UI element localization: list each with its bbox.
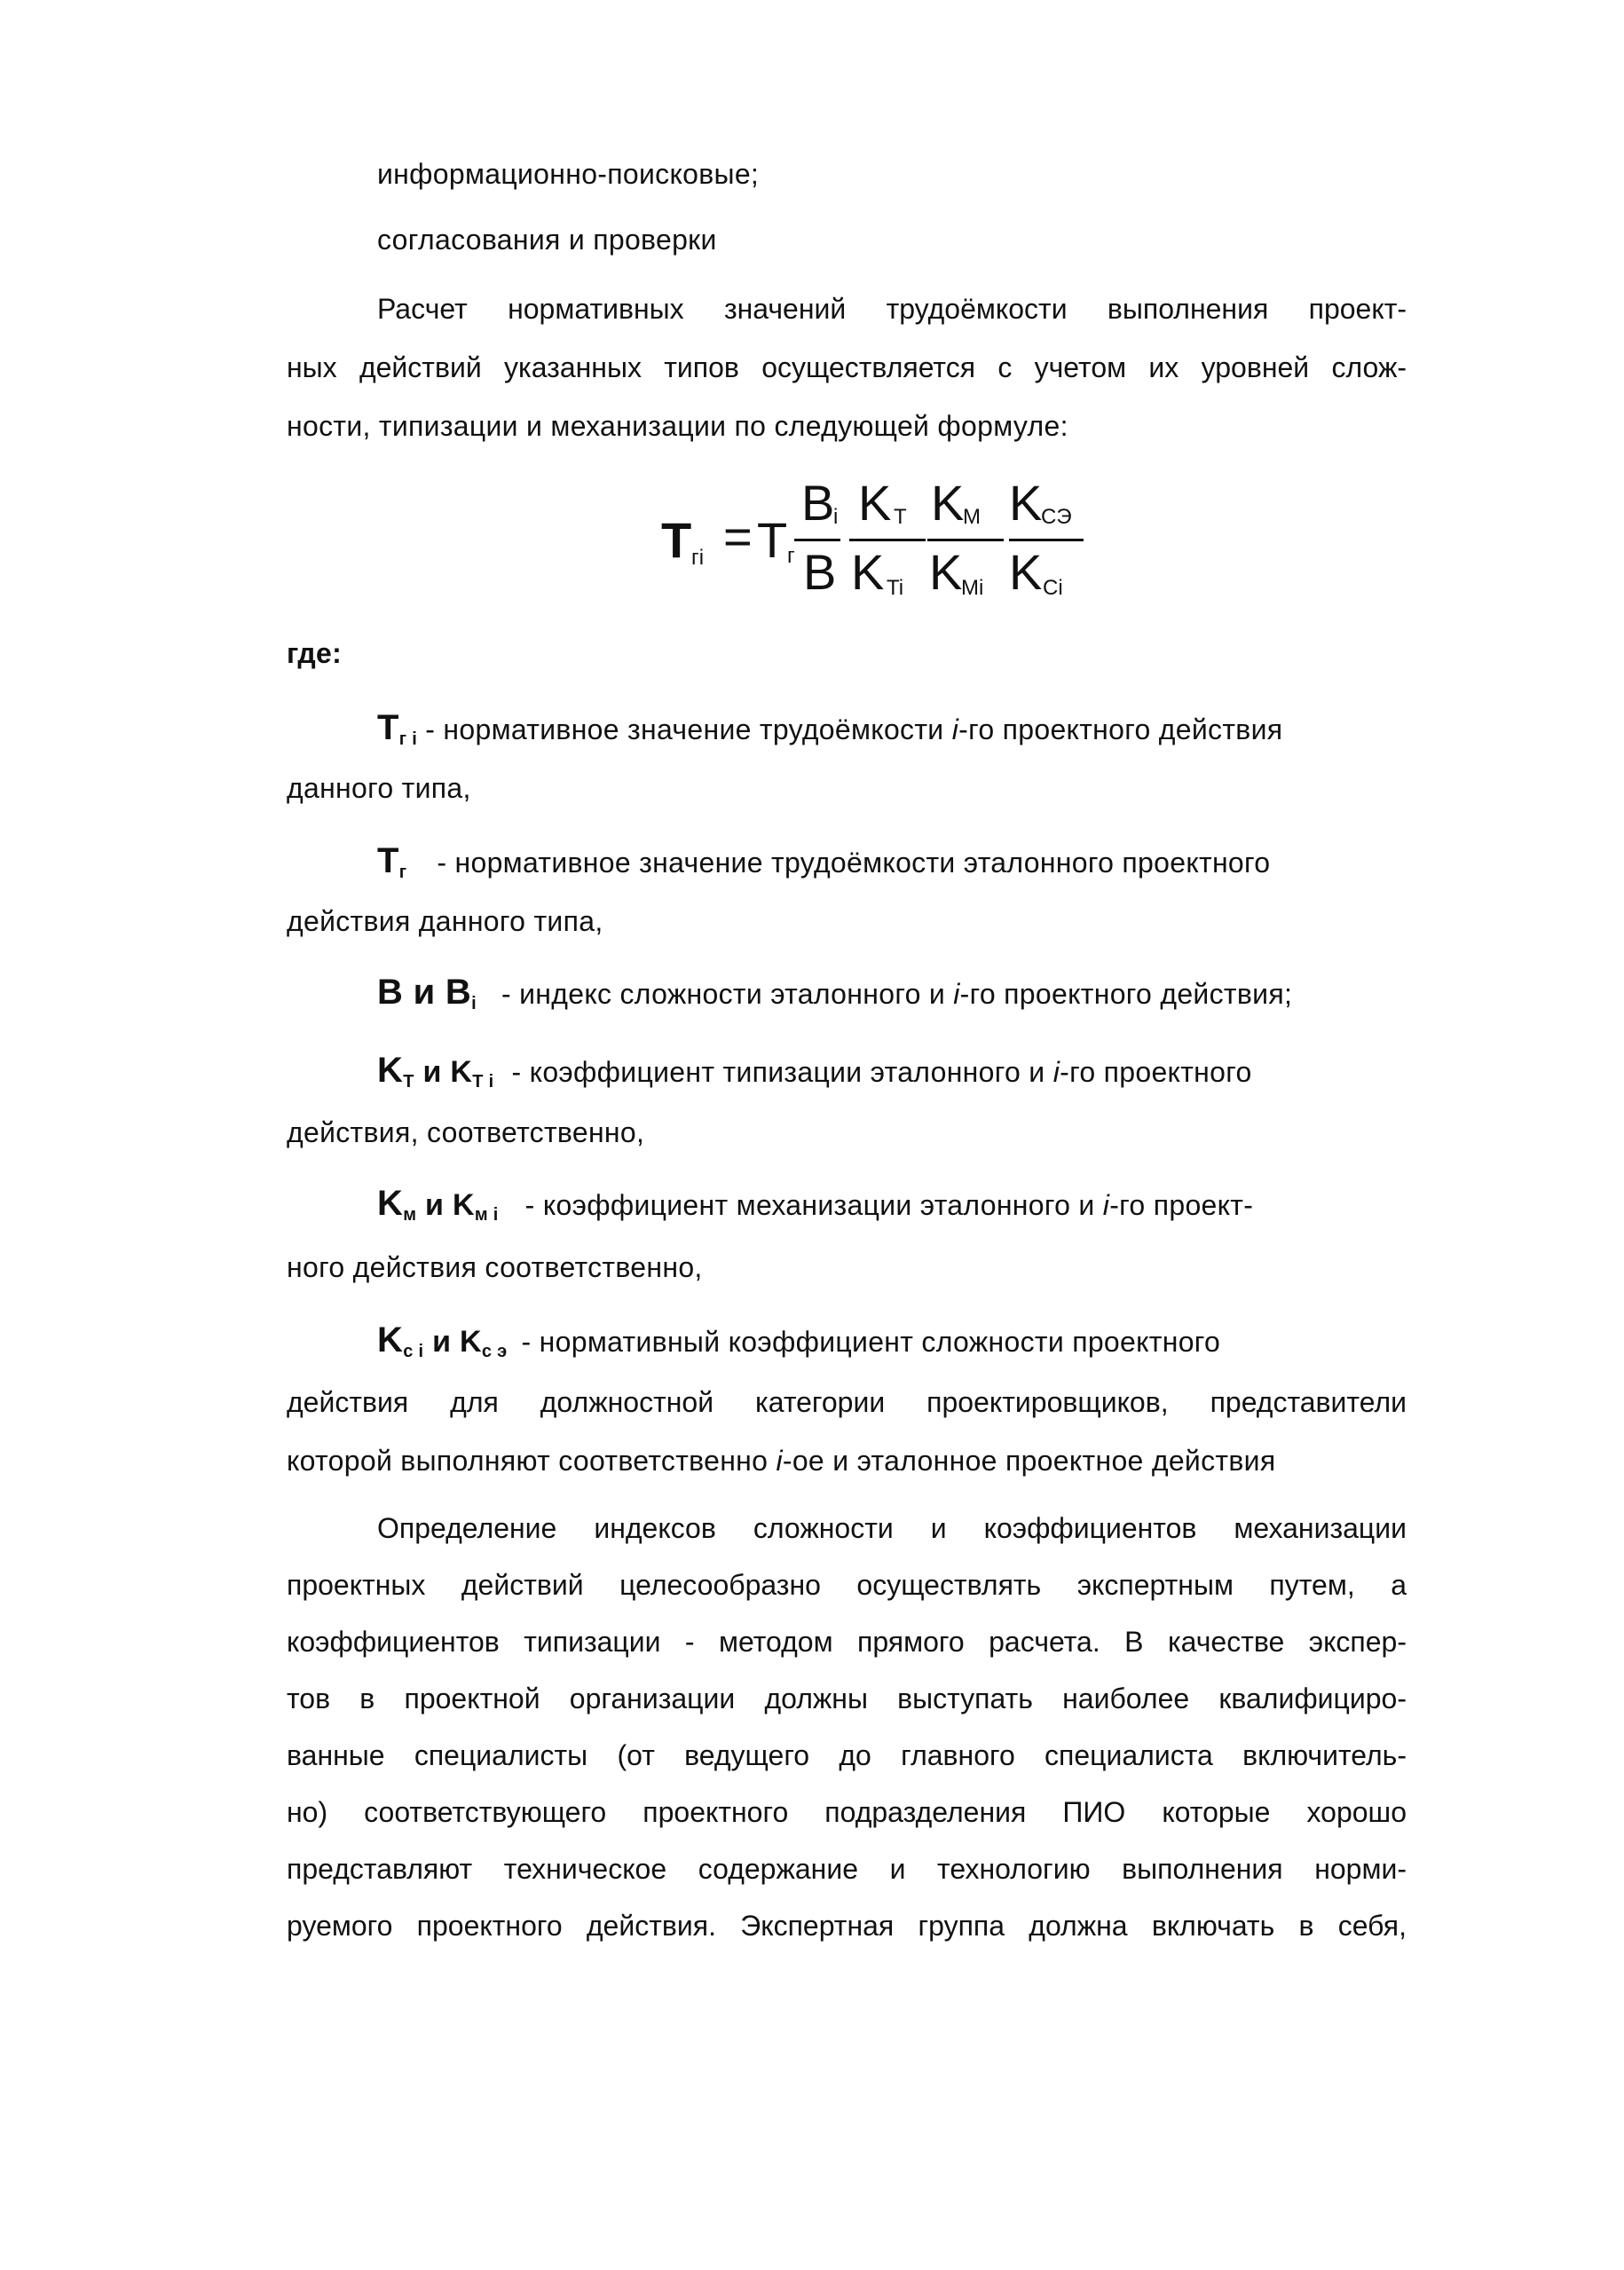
def-5-symbol-2-sub: м i: [474, 1205, 499, 1225]
def-4-text-a: - коэффициент типизации эталонного и: [511, 1056, 1053, 1088]
def-4-symbol-2-sub: T i: [472, 1072, 494, 1092]
def-6-symbol-2: и K: [423, 1325, 482, 1359]
fraction-2-numerator-sub: T: [894, 505, 907, 529]
paragraph-2-line-6: но) соответствующего проектного подразделения ПИО которые хорошо: [287, 1796, 1407, 1828]
definition-4-line-1: [377, 1052, 1252, 1100]
formula-equals: =: [723, 508, 753, 564]
paragraph-2-line-1: Определение индексов сложности и коэффициентов механизации: [377, 1512, 1407, 1544]
fraction-4-denominator: K: [1009, 544, 1043, 600]
def-1-text-b: -го проектного действия: [958, 713, 1283, 745]
definition-2-line-2: действия данного типа,: [287, 905, 603, 937]
def-2-symbol: T: [377, 841, 399, 880]
fraction-2-numerator: K: [858, 475, 892, 531]
def-6-symbol-1: K: [377, 1320, 404, 1360]
def-1-text-a: - нормативное значение трудоёмкости: [417, 713, 952, 745]
definition-2-line-1: [377, 843, 1270, 890]
def-2-symbol-sub: г: [398, 863, 407, 882]
fraction-2-denominator-sub: Ti: [887, 576, 904, 600]
def-6-symbol-1-sub: c i: [403, 1342, 424, 1361]
def-4-symbol-2: и K: [414, 1055, 473, 1089]
fraction-1-bar: [794, 539, 840, 541]
def-5-italic: i: [1102, 1189, 1110, 1221]
text-line-1: информационно-поисковые;: [377, 158, 760, 190]
def-6-text-a: - нормативный коэффициент сложности проектного: [521, 1326, 1221, 1358]
paragraph-2-line-3: коэффициентов типизации - методом прямого расчета. В качестве экспер-: [287, 1626, 1407, 1658]
def-3-symbol: B и B: [377, 973, 472, 1012]
formula: [661, 466, 1105, 626]
def-6-text-d1: которой выполняют соответственно: [287, 1445, 777, 1477]
fraction-4-numerator-sub: CЭ: [1041, 505, 1072, 529]
formula-t: T: [757, 512, 788, 568]
fraction-1-numerator: B: [801, 475, 835, 531]
fraction-4-bar: [1009, 539, 1084, 541]
paragraph-2-line-8: руемого проектного действия. Экспертная группа должна включать в себя,: [287, 1910, 1407, 1942]
paragraph-1-line-2: ных действий указанных типов осуществляется с учетом их уровней слож-: [287, 351, 1407, 383]
formula-t-sub: г: [787, 544, 795, 568]
definition-1-line-1: [377, 710, 1282, 757]
definition-6-line-1: [377, 1322, 1220, 1369]
def-1-symbol: T: [377, 708, 399, 747]
def-2-text-a: - нормативное значение трудоёмкости эталонного проектного: [437, 847, 1271, 879]
def-1-italic: i: [951, 713, 959, 745]
def-3-text-a: - индекс сложности эталонного и: [501, 978, 954, 1010]
definition-1-line-2: данного типа,: [287, 772, 471, 804]
paragraph-1-line-1: Расчет нормативных значений трудоёмкости выполнения проект-: [377, 293, 1407, 325]
definition-5-line-2: ного действия соответственно,: [287, 1251, 703, 1283]
fraction-3-denominator: K: [929, 544, 963, 600]
def-5-text-a: - коэффициент механизации эталонного и: [524, 1189, 1103, 1221]
paragraph-1-line-3: ности, типизации и механизации по следующей формуле:: [287, 410, 1068, 442]
def-3-text-b: -го проектного действия;: [959, 978, 1293, 1010]
def-5-symbol-1-sub: м: [403, 1205, 417, 1225]
fraction-2-denominator: K: [851, 544, 885, 600]
definition-4-line-2: действия, соответственно,: [287, 1116, 645, 1148]
where-label: где:: [287, 637, 343, 669]
fraction-1-numerator-sub: i: [833, 505, 839, 529]
def-5-symbol-2: и K: [416, 1188, 475, 1222]
def-4-symbol-1-sub: T: [403, 1072, 414, 1092]
definition-6-line-3: [287, 1443, 1275, 1478]
definition-6-line-2: действия для должностной категории проектировщиков, представители: [287, 1386, 1407, 1418]
fraction-3-denominator-sub: Mi: [961, 576, 984, 600]
def-5-symbol-1: K: [377, 1184, 404, 1223]
paragraph-2-line-5: ванные специалисты (от ведущего до главного специалиста включитель-: [287, 1739, 1407, 1771]
def-4-text-b: -го проектного: [1060, 1056, 1252, 1088]
definition-5-line-1: [377, 1186, 1253, 1233]
paragraph-2-line-7: представляют техническое содержание и технологию выполнения норми-: [287, 1853, 1407, 1885]
def-6-italic: i: [776, 1445, 783, 1477]
def-3-italic: i: [953, 978, 960, 1010]
formula-lhs: T: [661, 512, 692, 568]
text-line-2: согласования и проверки: [377, 224, 717, 256]
fraction-3-numerator: K: [931, 475, 965, 531]
definition-3-line-1: [377, 974, 1292, 1021]
formula-lhs-sub: гi: [691, 546, 705, 570]
def-6-text-d2: -ое и эталонное проектное действия: [782, 1445, 1276, 1477]
fraction-3-bar: [927, 539, 1004, 541]
def-1-symbol-sub: г i: [398, 729, 418, 749]
def-6-symbol-2-sub: c э: [481, 1342, 508, 1361]
def-4-symbol-1: K: [377, 1051, 404, 1090]
def-4-italic: i: [1052, 1056, 1060, 1088]
fraction-4-denominator-sub: Ci: [1043, 576, 1063, 600]
def-5-text-b: -го проект-: [1109, 1189, 1254, 1221]
fraction-4-numerator: K: [1009, 475, 1043, 531]
fraction-3-numerator-sub: M: [963, 505, 981, 529]
fraction-2-bar: [849, 539, 926, 541]
paragraph-2-line-4: тов в проектной организации должны выступать наиболее квалифициро-: [287, 1683, 1407, 1714]
fraction-1-denominator: B: [803, 544, 837, 600]
paragraph-2-line-2: проектных действий целесообразно осуществлять экспертным путем, а: [287, 1569, 1407, 1601]
def-3-symbol-sub: i: [471, 994, 477, 1013]
